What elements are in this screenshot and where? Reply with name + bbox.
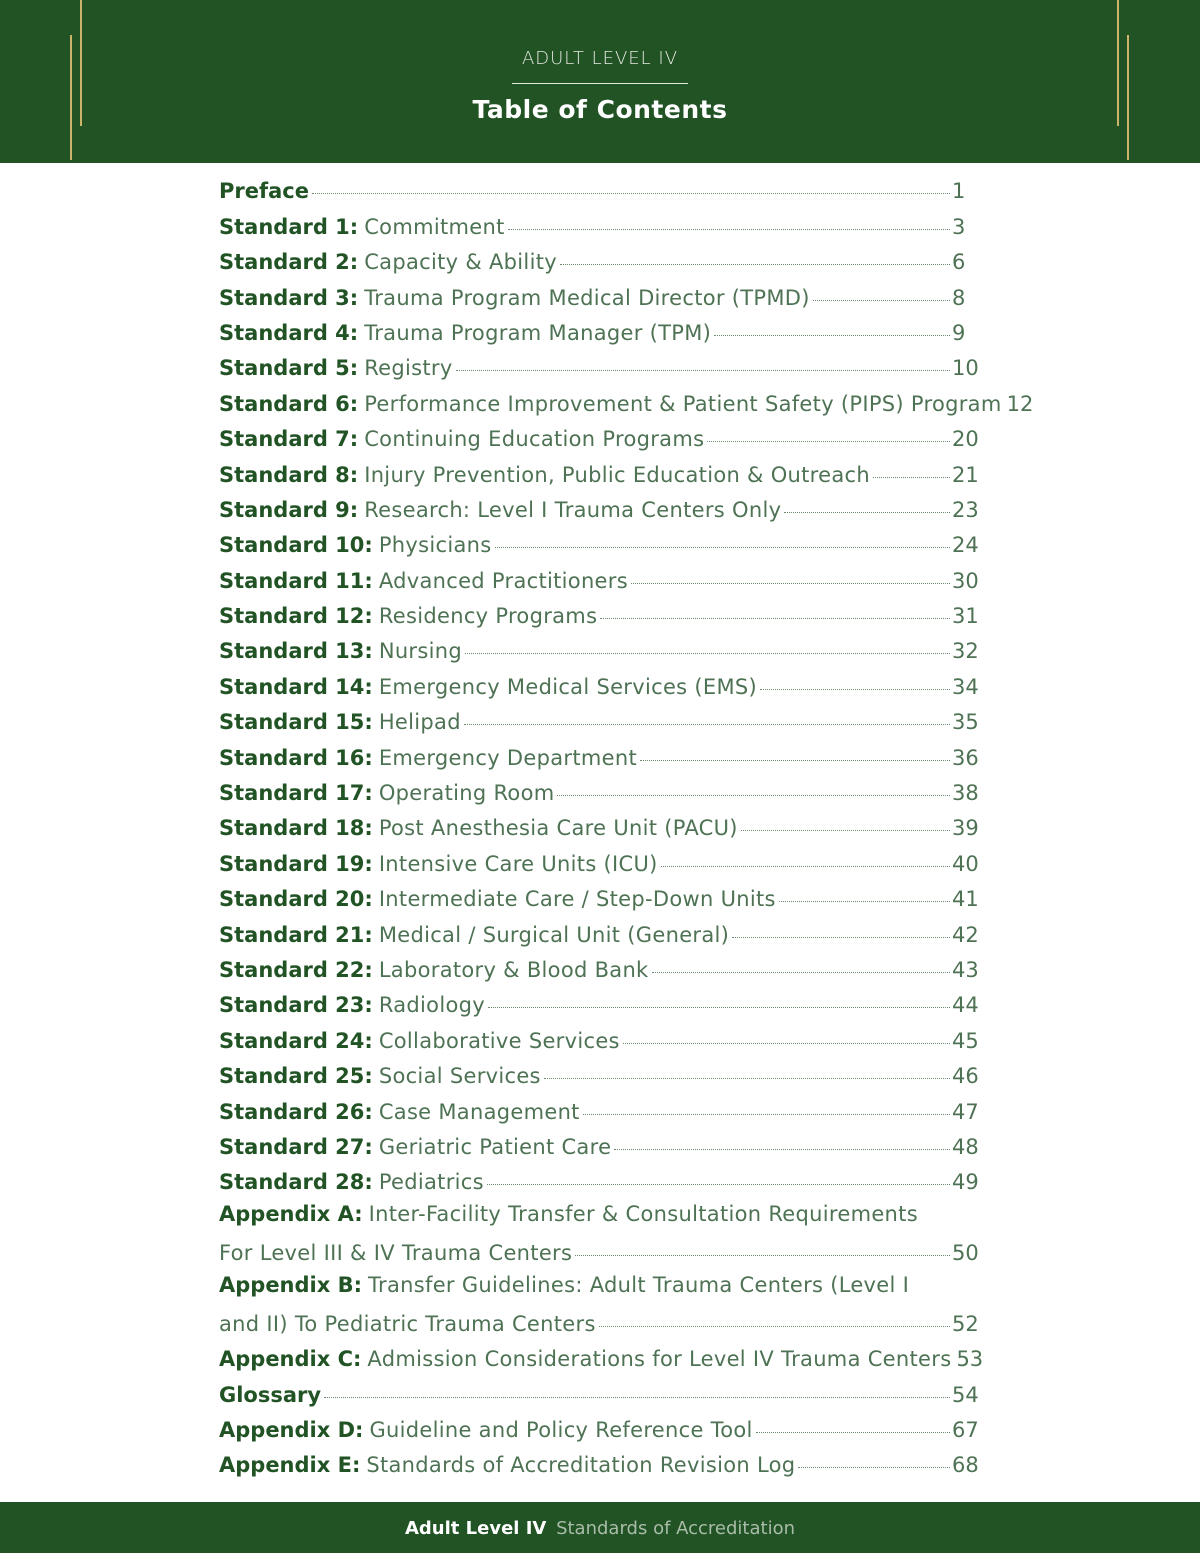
toc-entry[interactable] <box>219 491 984 526</box>
toc-entry[interactable] <box>219 1411 984 1446</box>
toc-dot-leader <box>488 1007 950 1008</box>
toc-entry-line <box>219 781 984 805</box>
toc-entry-label: Standard 19: <box>219 851 373 876</box>
toc-entry-label: Standard 4: <box>219 320 359 345</box>
toc-entry-line <box>219 710 984 734</box>
footer-document-level: Adult Level IV <box>404 1518 547 1539</box>
toc-entry[interactable] <box>219 1163 984 1198</box>
toc-entry-label: Standard 26: <box>219 1099 373 1124</box>
toc-dot-leader <box>614 1149 950 1150</box>
toc-entry-label: Appendix E: <box>219 1453 361 1478</box>
toc-entry-label: Appendix A: <box>219 1202 363 1227</box>
toc-entry-label: Glossary <box>219 1382 322 1407</box>
toc-dot-leader <box>544 1078 950 1079</box>
toc-entry-label: Preface <box>219 179 309 204</box>
toc-page-number: 30 <box>952 568 979 593</box>
footer-text <box>0 1518 1200 1539</box>
toc-dot-leader <box>707 441 950 442</box>
header-level: ADULT LEVEL IV <box>521 48 679 69</box>
toc-entry-label: Standard 17: <box>219 781 373 806</box>
toc-page-number: 49 <box>952 1170 979 1195</box>
toc-entry-title: Advanced Practitioners <box>378 568 628 593</box>
toc-entry[interactable] <box>219 1198 984 1269</box>
toc-page-number: 24 <box>952 533 979 558</box>
toc-entry[interactable] <box>219 1375 984 1410</box>
toc-page-number: 23 <box>952 497 979 522</box>
toc-entry-title: Collaborative Services <box>378 1028 620 1053</box>
toc-entry-line <box>219 1241 984 1265</box>
toc-page-number: 32 <box>952 639 979 664</box>
toc-entry-label: Appendix D: <box>219 1418 364 1443</box>
toc-dot-leader <box>798 1467 950 1468</box>
toc-dot-leader <box>623 1043 950 1044</box>
toc-page-number: 39 <box>952 816 979 841</box>
toc-entry-line <box>219 1418 984 1442</box>
toc-entry-title: Helipad <box>378 710 461 735</box>
toc-page-number: 67 <box>952 1418 979 1443</box>
toc-entry-title: Registry <box>364 356 453 381</box>
toc-entry-line <box>219 639 984 663</box>
toc-entry-title: Residency Programs <box>378 604 598 629</box>
toc-entry-title: Post Anesthesia Care Unit (PACU) <box>378 816 738 841</box>
toc-dot-leader <box>779 901 950 902</box>
toc-entry-label: Standard 2: <box>219 250 359 275</box>
table-of-contents <box>219 172 1034 1481</box>
toc-entry-label: Standard 13: <box>219 639 373 664</box>
toc-entry-title: Operating Room <box>378 781 555 806</box>
toc-dot-leader <box>732 937 950 938</box>
toc-entry-label: Standard 21: <box>219 922 373 947</box>
toc-entry-line <box>219 958 984 982</box>
toc-entry-label: Standard 18: <box>219 816 373 841</box>
toc-page-number: 21 <box>952 462 979 487</box>
toc-page-number: 46 <box>952 1064 979 1089</box>
toc-entry-title: Emergency Department <box>378 745 638 770</box>
toc-entry-title: Geriatric Patient Care <box>378 1134 612 1159</box>
toc-page-number: 50 <box>952 1241 979 1266</box>
toc-dot-leader <box>813 300 950 301</box>
toc-entry-label: Standard 3: <box>219 285 359 310</box>
toc-entry-title-continued: and II) To Pediatric Trauma Centers <box>219 1311 596 1336</box>
toc-page-number: 52 <box>952 1311 979 1336</box>
toc-page-number: 40 <box>952 851 979 876</box>
toc-page-number: 45 <box>952 1028 979 1053</box>
toc-entry-label: Standard 8: <box>219 462 359 487</box>
toc-dot-leader <box>464 724 950 725</box>
toc-entry-title: Physicians <box>378 533 492 558</box>
toc-entry[interactable] <box>219 951 984 986</box>
toc-entry-label: Standard 25: <box>219 1064 373 1089</box>
toc-entry-title: Transfer Guidelines: Adult Trauma Centers (Level I <box>368 1273 910 1298</box>
toc-entry-title: Capacity & Ability <box>364 250 557 275</box>
toc-entry-line <box>219 1100 984 1124</box>
toc-dot-leader <box>631 583 950 584</box>
toc-entry-title: Radiology <box>378 993 485 1018</box>
header-band <box>0 0 1200 163</box>
toc-entry-title: Trauma Program Medical Director (TPMD) <box>364 285 810 310</box>
toc-dot-leader <box>652 972 950 973</box>
toc-page-number: 44 <box>952 993 979 1018</box>
toc-entry-label: Standard 27: <box>219 1134 373 1159</box>
toc-entry[interactable] <box>219 314 984 349</box>
toc-entry-label: Standard 23: <box>219 993 373 1018</box>
toc-page-number: 48 <box>952 1134 979 1159</box>
toc-entry-line <box>219 498 984 522</box>
toc-entry-title: Inter-Facility Transfer & Consultation Requirements <box>368 1202 918 1227</box>
toc-entry-label: Standard 22: <box>219 957 373 982</box>
toc-entry-title: Admission Considerations for Level IV Trauma Centers <box>367 1347 952 1372</box>
toc-entry-line <box>219 1029 984 1053</box>
toc-entry-label: Standard 16: <box>219 745 373 770</box>
toc-entry-line <box>219 923 984 947</box>
toc-entry-line <box>219 1135 984 1159</box>
toc-entry-line <box>219 1453 984 1477</box>
toc-dot-leader <box>324 1397 950 1398</box>
toc-entry[interactable] <box>219 1269 984 1340</box>
toc-page-number: 47 <box>952 1099 979 1124</box>
toc-entry-label: Standard 14: <box>219 674 373 699</box>
toc-entry-line <box>219 816 984 840</box>
toc-entry-title: Medical / Surgical Unit (General) <box>378 922 730 947</box>
toc-entry-label: Standard 12: <box>219 604 373 629</box>
toc-page-number: 1 <box>952 179 966 204</box>
toc-entry-title: Case Management <box>378 1099 580 1124</box>
toc-entry-label: Standard 6: <box>219 391 359 416</box>
toc-dot-leader <box>495 547 951 548</box>
toc-entry-line <box>219 356 984 380</box>
toc-entry-line <box>219 215 984 239</box>
toc-entry-line <box>219 321 984 345</box>
toc-entry[interactable] <box>219 738 984 773</box>
footer-document-title: Standards of Accreditation <box>556 1518 795 1539</box>
toc-entry[interactable] <box>219 809 984 844</box>
toc-page-number: 36 <box>952 745 979 770</box>
toc-page-number: 20 <box>952 427 979 452</box>
toc-entry[interactable] <box>219 384 1034 419</box>
toc-dot-leader <box>575 1255 950 1256</box>
toc-entry-line <box>219 1064 984 1088</box>
toc-entry-label: Standard 11: <box>219 568 373 593</box>
toc-entry-line <box>219 427 984 451</box>
toc-entry-line <box>219 179 984 203</box>
toc-page-number: 6 <box>952 250 966 275</box>
toc-page-number: 34 <box>952 674 979 699</box>
toc-entry-line <box>219 746 984 770</box>
toc-entry-title: Social Services <box>378 1064 541 1089</box>
toc-entry-title: Trauma Program Manager (TPM) <box>364 320 712 345</box>
toc-entry-label: Appendix B: <box>219 1273 363 1298</box>
toc-entry-label: Standard 24: <box>219 1028 373 1053</box>
toc-entry-title: Injury Prevention, Public Education & Outreach <box>364 462 870 487</box>
toc-dot-leader <box>600 618 950 619</box>
toc-entry-line <box>219 675 984 699</box>
toc-dot-leader <box>456 370 950 371</box>
toc-entry[interactable] <box>219 1092 984 1127</box>
toc-entry-line <box>219 1312 984 1336</box>
toc-entry[interactable] <box>219 986 984 1021</box>
toc-page-number: 3 <box>952 214 966 239</box>
page-title: Table of Contents <box>472 95 728 124</box>
toc-page-number: 9 <box>952 320 966 345</box>
toc-entry-line <box>219 286 984 310</box>
toc-entry-line <box>219 1273 984 1297</box>
toc-page-number: 43 <box>952 957 979 982</box>
toc-entry-line <box>219 463 984 487</box>
toc-dot-leader <box>560 264 950 265</box>
toc-entry[interactable] <box>219 774 984 809</box>
toc-dot-leader <box>756 1432 950 1433</box>
toc-entry-line <box>219 533 984 557</box>
toc-entry[interactable] <box>219 278 984 313</box>
toc-entry-line <box>219 569 984 593</box>
toc-entry-title: Guideline and Policy Reference Tool <box>369 1418 753 1443</box>
toc-entry-line <box>219 1170 984 1194</box>
toc-entry-line <box>219 993 984 1017</box>
toc-entry[interactable] <box>219 1446 984 1481</box>
toc-dot-leader <box>599 1326 950 1327</box>
toc-entry[interactable] <box>219 703 984 738</box>
toc-entry-line <box>219 391 1034 416</box>
toc-page-number: 41 <box>952 887 979 912</box>
toc-dot-leader <box>873 477 950 478</box>
toc-dot-leader <box>784 512 950 513</box>
toc-entry-label: Appendix C: <box>219 1347 362 1372</box>
toc-entry-title: Pediatrics <box>378 1170 484 1195</box>
toc-entry-label: Standard 15: <box>219 710 373 735</box>
toc-dot-leader <box>465 653 950 654</box>
toc-entry[interactable] <box>219 667 984 702</box>
toc-entry-title: Intensive Care Units (ICU) <box>378 851 658 876</box>
header-divider <box>512 83 688 84</box>
toc-page-number: 31 <box>952 604 979 629</box>
toc-entry-title-continued: For Level III & IV Trauma Centers <box>219 1241 573 1266</box>
toc-entry[interactable] <box>219 597 984 632</box>
toc-entry-line <box>219 1202 984 1226</box>
toc-entry[interactable] <box>219 561 984 596</box>
toc-entry-label: Standard 5: <box>219 356 359 381</box>
toc-dot-leader <box>760 689 950 690</box>
toc-entry-label: Standard 1: <box>219 214 359 239</box>
toc-entry[interactable] <box>219 632 984 667</box>
toc-entry-line <box>219 1383 984 1407</box>
toc-page-number: 35 <box>952 710 979 735</box>
toc-page-number: 10 <box>952 356 979 381</box>
toc-entry-label: Standard 20: <box>219 887 373 912</box>
toc-dot-leader <box>312 193 950 194</box>
toc-entry-title: Emergency Medical Services (EMS) <box>378 674 757 699</box>
toc-entry-label: Standard 10: <box>219 533 373 558</box>
toc-entry[interactable] <box>219 455 984 490</box>
toc-page-number: 68 <box>952 1453 979 1478</box>
toc-entry[interactable] <box>219 349 984 384</box>
toc-entry[interactable] <box>219 243 984 278</box>
toc-entry-line <box>219 604 984 628</box>
toc-entry[interactable] <box>219 420 984 455</box>
toc-entry-label: Standard 9: <box>219 497 359 522</box>
toc-page-number: 38 <box>952 781 979 806</box>
toc-page-number: 42 <box>952 922 979 947</box>
toc-page-number: 53 <box>956 1347 984 1372</box>
toc-entry[interactable] <box>219 844 984 879</box>
footer-band <box>0 1502 1200 1553</box>
toc-page-number: 54 <box>952 1382 979 1407</box>
toc-dot-leader <box>741 830 950 831</box>
toc-dot-leader <box>661 866 950 867</box>
toc-dot-leader <box>487 1184 950 1185</box>
toc-entry[interactable] <box>219 207 984 242</box>
toc-entry-title: Standards of Accreditation Revision Log <box>366 1453 796 1478</box>
toc-entry[interactable] <box>219 915 984 950</box>
toc-entry-label: Standard 28: <box>219 1170 373 1195</box>
toc-entry[interactable] <box>219 880 984 915</box>
toc-entry[interactable] <box>219 1021 984 1056</box>
toc-entry-title: Laboratory & Blood Bank <box>378 957 649 982</box>
toc-dot-leader <box>640 760 950 761</box>
toc-page-number: 12 <box>1006 391 1034 416</box>
toc-entry[interactable] <box>219 1128 984 1163</box>
toc-entry-title: Nursing <box>378 639 462 664</box>
toc-entry-title: Performance Improvement & Patient Safety (PIPS) Program <box>364 391 1002 416</box>
toc-entry-line <box>219 852 984 876</box>
toc-entry-title: Commitment <box>364 214 505 239</box>
toc-entry-line <box>219 250 984 274</box>
toc-entry-line <box>219 887 984 911</box>
toc-dot-leader <box>557 795 950 796</box>
toc-entry[interactable] <box>219 1057 984 1092</box>
toc-entry[interactable] <box>219 1340 984 1375</box>
toc-entry-line <box>219 1347 984 1371</box>
toc-dot-leader <box>714 335 950 336</box>
toc-dot-leader <box>583 1114 950 1115</box>
toc-entry-title: Intermediate Care / Step-Down Units <box>378 887 776 912</box>
toc-entry-title: Continuing Education Programs <box>364 427 705 452</box>
toc-page-number: 8 <box>952 285 966 310</box>
toc-entry-title: Research: Level I Trauma Centers Only <box>364 497 782 522</box>
toc-dot-leader <box>508 229 950 230</box>
toc-entry-label: Standard 7: <box>219 427 359 452</box>
toc-entry[interactable] <box>219 172 984 207</box>
toc-entry[interactable] <box>219 526 984 561</box>
